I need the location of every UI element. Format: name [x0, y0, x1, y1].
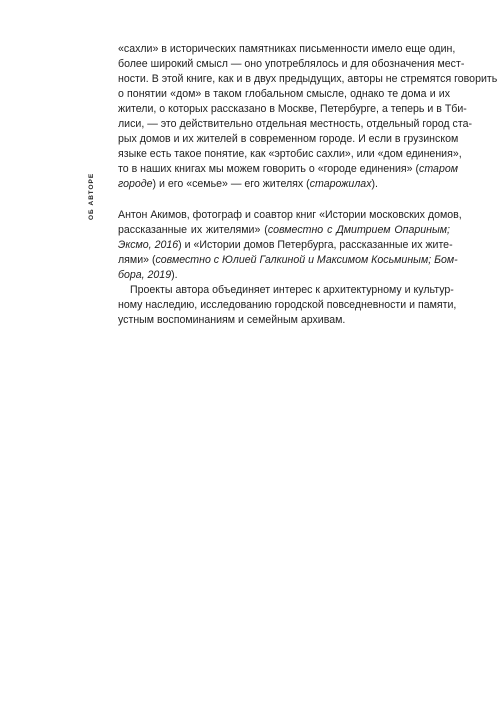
paragraph-1-line: то в наших книгах мы можем говорить о «городе единения» (старом [118, 163, 458, 175]
author-projects-line: ному наследию, исследованию городской повседневности и памяти, [118, 299, 457, 311]
paragraph-1-line: городе) и его «семье» — его жителях (старожилах). [118, 178, 378, 190]
paragraph-1-line: «сахли» в исторических памятниках письменности имело еще один, [118, 43, 456, 55]
section-side-label: ОБ АВТОРЕ [88, 172, 95, 220]
author-bio-line: Эксмо, 2016) и «Истории домов Петербурга, рассказанные их жите- [118, 239, 453, 251]
paragraph-1-line: жители, о которых рассказано в Москве, Петербурге, а теперь и в Тби- [118, 103, 467, 115]
author-projects-line: Проекты автора объединяет интерес к архитектурному и культур- [130, 284, 454, 296]
author-bio-line: рассказанные их жителями» (совместно с Дмитрием Опариным; [118, 224, 450, 236]
paragraph-1-line: о понятии «дом» в таком глобальном смысле, однако те дома и их [118, 88, 450, 100]
paragraph-1-line: лиси, — это действительно отдельная местность, отдельный город ста- [118, 118, 472, 130]
author-bio-line: Антон Акимов, фотограф и соавтор книг «Истории московских домов, [118, 209, 462, 221]
paragraph-1-line: языке есть такое понятие, как «эртобис сахли», или «дом единения», [118, 148, 462, 160]
author-projects-line: устным воспоминаниям и семейным архивам. [118, 314, 346, 326]
paragraph-1-line: рых домов и их жителей в современном городе. И если в грузинском [118, 133, 459, 145]
paragraph-1-line: ности. В этой книге, как и в двух предыдущих, авторы не стремятся говорить [118, 73, 498, 85]
paragraph-1-line: более широкий смысл — оно употреблялось и для обозначения мест- [118, 58, 465, 70]
author-bio-line: лями» (совместно с Юлией Галкиной и Максимом Косьминым; Бом- [118, 254, 458, 266]
author-bio-line: бора, 2019). [118, 269, 178, 281]
